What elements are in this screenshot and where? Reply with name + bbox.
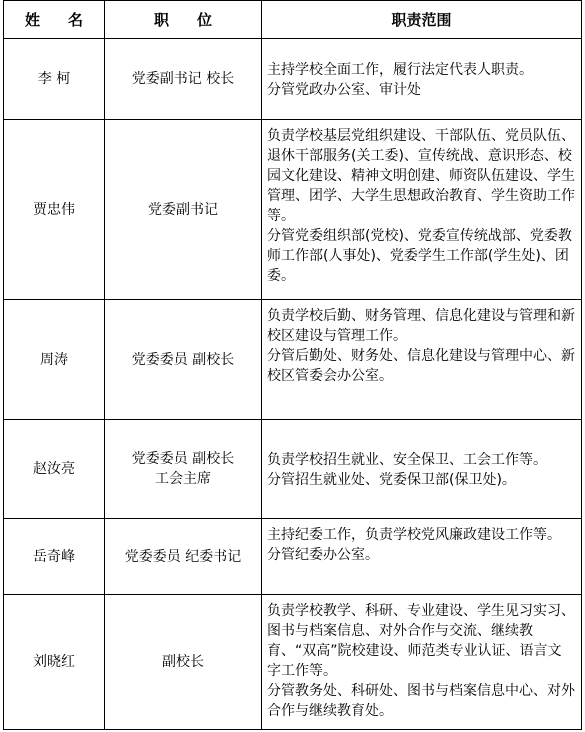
person-duties: 负责学校教学、科研、专业建设、学生见习实习、图书与档案信息、对外合作与交流、继续教育、“双高”院校建设、师范类专业认证、语言文字工作等。 分管教务处、科研处、图书与档案信息中心、对外合作与继续教育处。 [262,595,582,730]
person-position: 副校长 [105,595,262,730]
person-position: 党委副书记 校长 [105,39,262,120]
person-position: 党委委员 纪委书记 [105,519,262,595]
header-duties: 职责范围 [262,1,582,39]
person-position: 党委委员 副校长 工会主席 [105,420,262,519]
table-row [4,300,582,420]
person-name: 贾忠伟 [4,120,105,300]
person-position: 党委委员 副校长 [105,300,262,420]
person-name: 赵汝亮 [4,420,105,519]
person-name: 李 柯 [4,39,105,120]
table-row [4,595,582,730]
person-name: 刘晓红 [4,595,105,730]
header-name: 姓名 [4,1,105,39]
person-duties: 主持学校全面工作，履行法定代表人职责。 分管党政办公室、审计处 [262,39,582,120]
table-row [4,120,582,300]
person-duties: 负责学校后勤、财务管理、信息化建设与管理和新校区建设与管理工作。 分管后勤处、财务处、信息化建设与管理中心、新校区管委会办公室。 [262,300,582,420]
person-duties: 主持纪委工作，负责学校党风廉政建设工作等。 分管纪委办公室。 [262,519,582,595]
header-row [4,1,582,39]
leadership-duties-table [3,0,582,730]
person-name: 岳奇峰 [4,519,105,595]
person-name: 周涛 [4,300,105,420]
header-position: 职位 [105,1,262,39]
person-duties: 负责学校招生就业、安全保卫、工会工作等。 分管招生就业处、党委保卫部(保卫处)。 [262,420,582,519]
person-duties: 负责学校基层党组织建设、干部队伍、党员队伍、退休干部服务(关工委)、宣传统战、意识形态、校园文化建设、精神文明创建、师资队伍建设、学生管理、团学、大学生思想政治教育、学生资助工作等。 分管党委组织部(党校)、党委宣传统战部、党委教师工作部(人事处)、党委学生工作部(学生处)、团委。 [262,120,582,300]
table-row [4,519,582,595]
table-row [4,420,582,519]
table-row [4,39,582,120]
person-position: 党委副书记 [105,120,262,300]
